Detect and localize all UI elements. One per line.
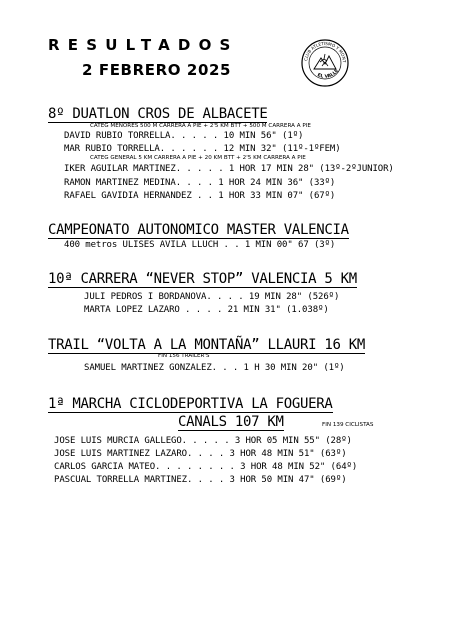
result-row: IKER AGUILAR MARTINEZ. . . . . 1 HOR 17 MIN 28" (13º-2ºJUNIOR) <box>64 164 394 174</box>
result-row: JOSE LUIS MARTINEZ LAZARO. . . . 3 HOR 48 MIN 51" (63º) <box>54 449 347 459</box>
result-row: PASCUAL TORRELLA MARTINEZ. . . . 3 HOR 50 MIN 47" (69º) <box>54 475 347 485</box>
section-marcha-title: 1ª MARCHA CICLODEPORTIVA LA FOGUERA <box>48 396 333 412</box>
result-row: JOSE LUIS MURCIA GALLEGO. . . . . 3 HOR 05 MIN 55" (28º) <box>54 436 352 446</box>
section-duatlon-sub-general: CATEG GENERAL 5 KM CARRERA A PIE + 20 KM BTT + 2'5 KM CARRERA A PIE <box>90 155 306 161</box>
result-row: MAR RUBIO TORRELLA. . . . . . 12 MIN 32" (11º-1ºFEM) <box>64 144 341 154</box>
result-row: JULI PEDROS I BORDANOVA. . . . 19 MIN 28" (526º) <box>84 292 340 302</box>
section-duatlon-title: 8º DUATLON CROS DE ALBACETE <box>48 106 268 122</box>
section-trail-sub: FIN 156 TRAILER'S <box>158 353 210 359</box>
section-campeonato-title: CAMPEONATO AUTONOMICO MASTER VALENCIA <box>48 222 349 238</box>
result-row: CARLOS GARCIA MATEO. . . . . . . . 3 HOR 48 MIN 52" (64º) <box>54 462 358 472</box>
result-row: RAFAEL GAVIDIA HERNANDEZ . . 1 HOR 33 MIN 07" (67º) <box>64 191 336 201</box>
page-title: RESULTADOS <box>48 36 239 54</box>
result-row: DAVID RUBIO TORRELLA. . . . . 10 MIN 56" (1º) <box>64 131 304 141</box>
result-row: MARTA LOPEZ LAZARO . . . . 21 MIN 31" (1.038º) <box>84 305 329 315</box>
club-logo <box>300 38 350 88</box>
club-logo-icon <box>300 38 350 88</box>
logo-text-bottom: EL VALLE <box>316 68 340 80</box>
result-row: 400 metros ULISES AVILA LLUCH . . 1 MIN 00" 67 (3º) <box>64 240 336 250</box>
section-duatlon-sub-menores: CATEG MENORES 500 M CARRERA A PIE + 2'5 KM BTT + 500 M CARRERA A PIE <box>90 123 311 129</box>
section-marcha-sub: FIN 139 CICLISTAS <box>322 422 374 428</box>
section-trail-title: TRAIL “VOLTA A LA MONTAÑA” LLAURI 16 KM <box>48 337 366 353</box>
result-row: RAMON MARTINEZ MEDINA. . . . 1 HOR 24 MIN 36" (33º) <box>64 178 336 188</box>
section-marcha-title2: CANALS 107 KM <box>178 414 284 430</box>
result-row: SAMUEL MARTINEZ GONZALEZ. . . 1 H 30 MIN 20" (1º) <box>84 363 345 373</box>
svg-text:EL VALLE <box>316 68 340 80</box>
page-date: 2 FEBRERO 2025 <box>82 61 232 79</box>
section-neverstop-title: 10ª CARRERA “NEVER STOP” VALENCIA 5 KM <box>48 271 357 287</box>
logo-text-top: CLUB ATLETISMO Y MONT <box>303 40 348 63</box>
